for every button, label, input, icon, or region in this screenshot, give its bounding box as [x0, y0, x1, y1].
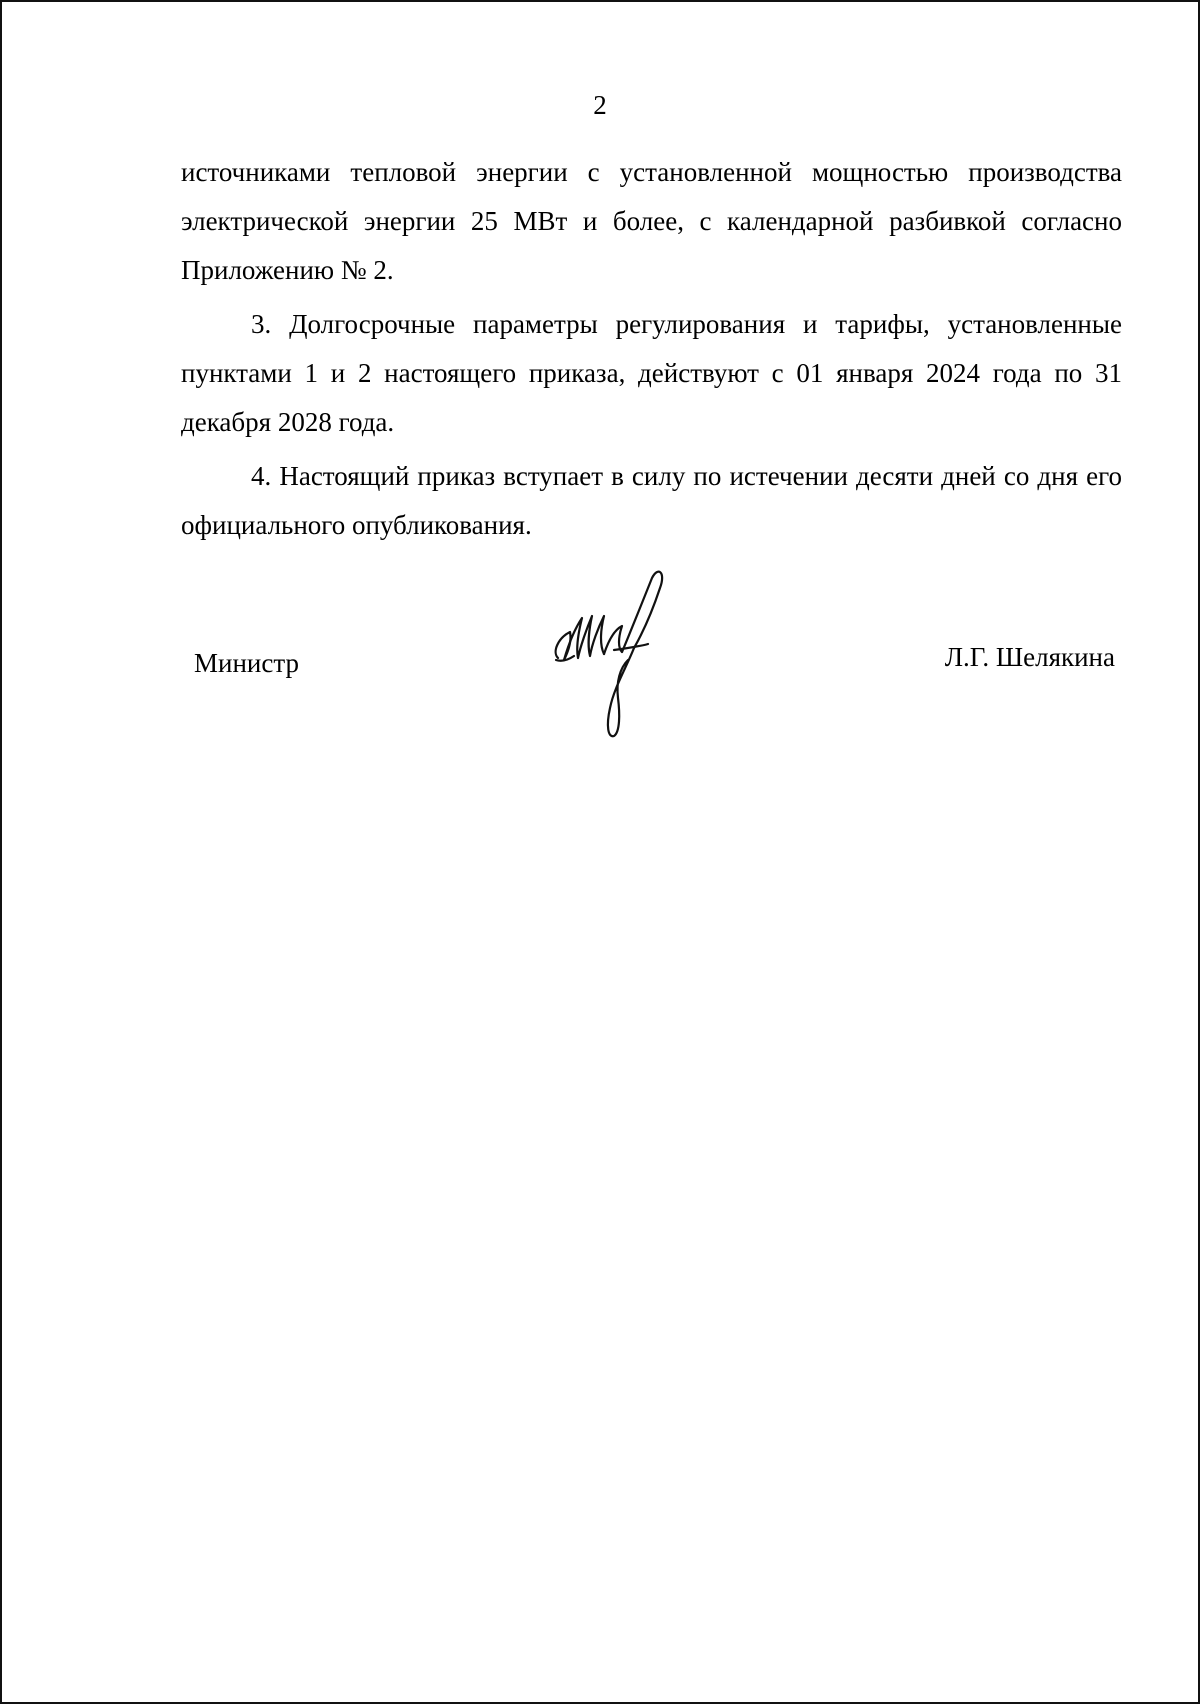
paragraph-continuation: источниками тепловой энергии с установленной мощностью производства электрической энергии 25 МВт и более, с календарной разбивкой согласно Приложению № 2.	[181, 157, 1122, 285]
paragraph-3: 3. Долгосрочные параметры регулирования и тарифы, установленные пунктами 1 и 2 настоящего приказа, действуют с 01 января 2024 года по 31 декабря 2028 года.	[181, 309, 1122, 437]
document-body	[181, 148, 1122, 550]
signature-block	[0, 568, 1200, 748]
paragraph-4: 4. Настоящий приказ вступает в силу по истечении десяти дней со дня его официального опубликования.	[181, 461, 1122, 540]
page-number: 2	[593, 90, 607, 120]
signer-position: Министр	[194, 648, 299, 678]
handwritten-signature	[548, 568, 688, 743]
signer-name: Л.Г. Шелякина	[944, 642, 1115, 672]
